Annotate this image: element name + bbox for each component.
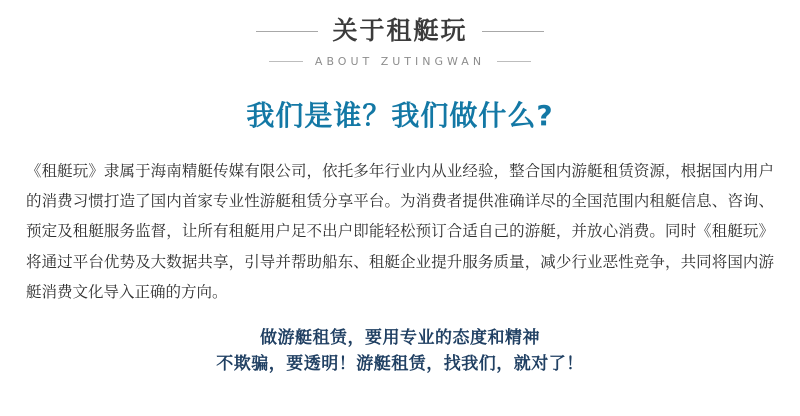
divider-left <box>256 31 318 32</box>
slogan-line-1: 做游艇租赁，要用专业的态度和精神 <box>260 328 540 349</box>
body-paragraph: 《租艇玩》隶属于海南精艇传媒有限公司，依托多年行业内从业经验，整合国内游艇租赁资源，根据国内用户的消费习惯打造了国内首家专业性游艇租赁分享平台。为消费者提供准确详尽的全国范围内租艇信息、咨询、预定及租艇服务监督，让所有租艇用户足不出户即能轻松预订合适自己的游艇，并放心消费。同时《租艇玩》将通过平台优势及大数据共享，引导并帮助船东、租艇企业提升服务质量，减少行业恶性竞争，共同将国内游艇消费文化导入正确的方向。 <box>26 162 774 301</box>
slogan-block <box>0 325 800 378</box>
headline: 我们是谁？我们做什么? <box>246 99 554 132</box>
divider-right <box>482 31 544 32</box>
slogan-line-2: 不欺骗，要透明！游艇租赁，找我们，就对了！ <box>216 354 584 375</box>
page-header <box>0 0 800 68</box>
header-title-row <box>0 16 800 46</box>
divider-sub-left <box>269 61 303 62</box>
divider-sub-right <box>497 61 531 62</box>
page-title: 关于租艇玩 <box>332 16 468 45</box>
page-subtitle: ABOUT ZUTINGWAN <box>314 55 486 68</box>
header-subtitle-row <box>0 55 800 68</box>
